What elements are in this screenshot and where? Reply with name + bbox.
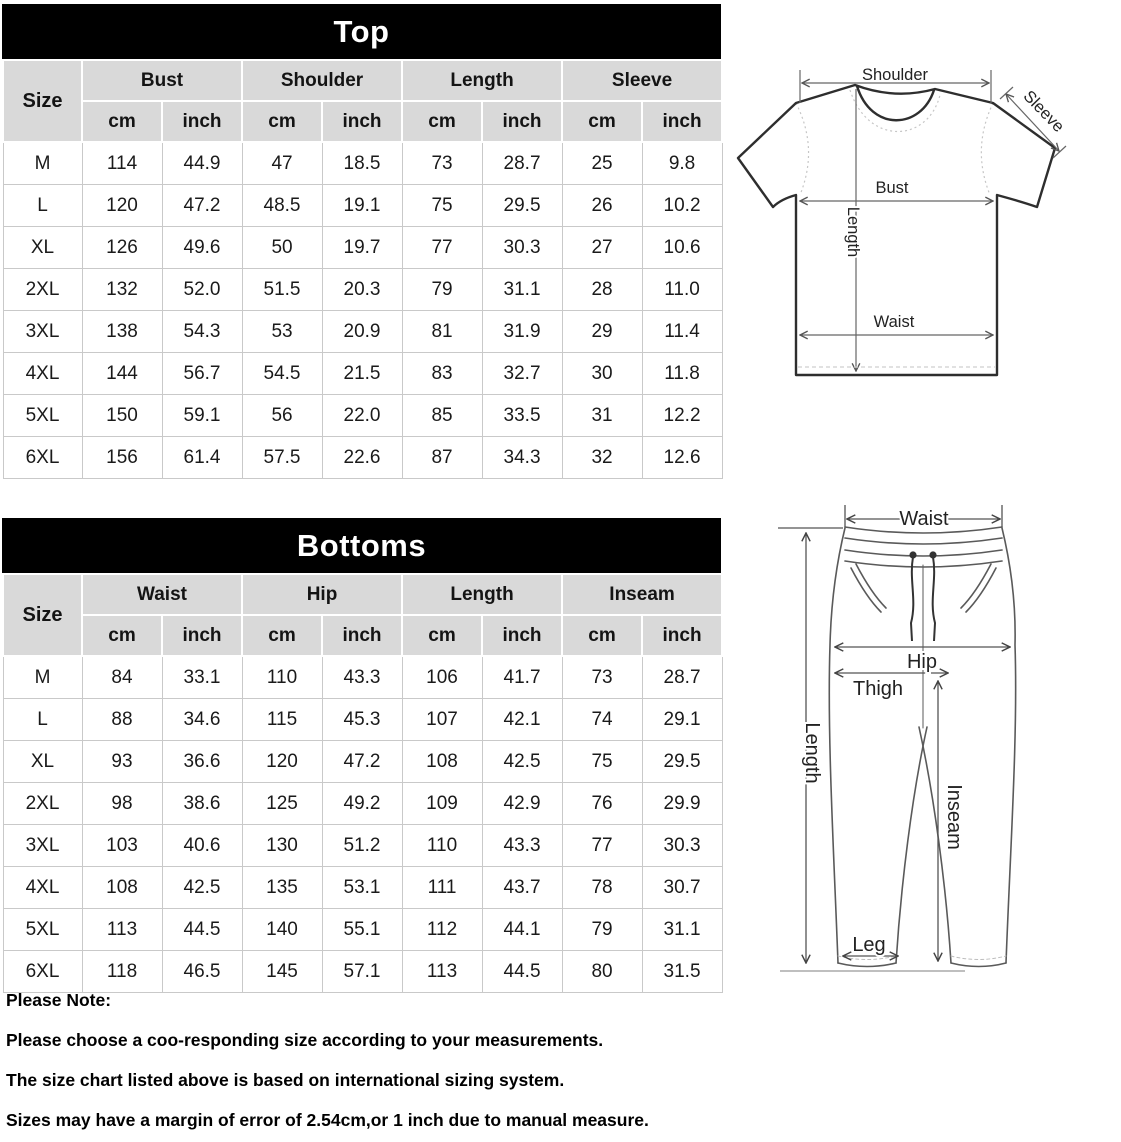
size-cell: 3XL [3,311,82,353]
value-cell: 31.9 [482,311,562,353]
value-cell: 43.7 [482,867,562,909]
size-cell: 5XL [3,909,82,951]
value-cell: 12.2 [642,395,722,437]
pants-outline [829,527,1015,967]
value-cell: 120 [82,185,162,227]
value-cell: 30.3 [482,227,562,269]
value-cell: 59.1 [162,395,242,437]
value-cell: 32 [562,437,642,479]
value-cell: 114 [82,142,162,185]
size-cell: 4XL [3,353,82,395]
value-cell: 79 [562,909,642,951]
value-cell: 42.5 [162,867,242,909]
value-cell: 9.8 [642,142,722,185]
table-row [3,867,722,909]
table-row [3,699,722,741]
value-cell: 25 [562,142,642,185]
value-cell: 130 [242,825,322,867]
size-cell: 6XL [3,437,82,479]
value-cell: 11.0 [642,269,722,311]
note-line: Sizes may have a margin of error of 2.54cm,or 1 inch due to manual measure. [6,1109,649,1130]
value-cell: 81 [402,311,482,353]
value-cell: 45.3 [322,699,402,741]
value-cell: 22.6 [322,437,402,479]
unit-header: inch [162,615,242,656]
value-cell: 18.5 [322,142,402,185]
value-cell: 36.6 [162,741,242,783]
notes-title: Please Note: [6,989,112,1010]
unit-header: cm [242,101,322,142]
top-size-table [2,59,723,479]
value-cell: 27 [562,227,642,269]
value-cell: 112 [402,909,482,951]
size-column-header: Size [3,574,82,656]
unit-header: cm [562,615,642,656]
value-cell: 41.7 [482,656,562,699]
unit-header: inch [322,615,402,656]
value-cell: 80 [562,951,642,993]
value-cell: 53 [242,311,322,353]
table-row [3,825,722,867]
value-cell: 19.7 [322,227,402,269]
pants-hip-label: Hip [906,651,938,673]
value-cell: 47.2 [162,185,242,227]
unit-header: inch [642,101,722,142]
value-cell: 44.1 [482,909,562,951]
value-cell: 98 [82,783,162,825]
value-cell: 12.6 [642,437,722,479]
value-cell: 46.5 [162,951,242,993]
value-cell: 83 [402,353,482,395]
value-cell: 20.3 [322,269,402,311]
table-row [3,395,722,437]
tshirt-outline [738,85,1055,375]
table-row [3,783,722,825]
value-cell: 74 [562,699,642,741]
value-cell: 28.7 [642,656,722,699]
pants-length-label: Length [801,722,823,784]
value-cell: 48.5 [242,185,322,227]
value-cell: 20.9 [322,311,402,353]
unit-header: cm [82,615,162,656]
value-cell: 47.2 [322,741,402,783]
value-cell: 28 [562,269,642,311]
group-header: Bust [82,60,242,101]
value-cell: 54.3 [162,311,242,353]
value-cell: 107 [402,699,482,741]
group-header: Shoulder [242,60,402,101]
value-cell: 111 [402,867,482,909]
notes-block [6,980,766,1140]
pants-measure-diagram [750,495,1080,995]
value-cell: 57.5 [242,437,322,479]
group-header: Length [402,574,562,615]
size-cell: 4XL [3,867,82,909]
pants-waist-label: Waist [899,508,949,530]
value-cell: 50 [242,227,322,269]
value-cell: 34.3 [482,437,562,479]
value-cell: 125 [242,783,322,825]
value-cell: 29.5 [482,185,562,227]
table-row [3,353,722,395]
group-header: Waist [82,574,242,615]
table-row [3,142,722,185]
value-cell: 44.5 [162,909,242,951]
size-column-header: Size [3,60,82,142]
group-header: Hip [242,574,402,615]
value-cell: 44.9 [162,142,242,185]
note-line: The size chart listed above is based on international sizing system. [6,1069,565,1090]
value-cell: 29.1 [642,699,722,741]
unit-header: cm [402,615,482,656]
value-cell: 42.1 [482,699,562,741]
value-cell: 120 [242,741,322,783]
value-cell: 150 [82,395,162,437]
value-cell: 113 [82,909,162,951]
pants-leg-label: Leg [852,934,886,956]
value-cell: 93 [82,741,162,783]
value-cell: 87 [402,437,482,479]
value-cell: 21.5 [322,353,402,395]
shirt-length-label: Length [844,206,862,258]
value-cell: 29.9 [642,783,722,825]
value-cell: 56 [242,395,322,437]
size-cell: L [3,699,82,741]
value-cell: 32.7 [482,353,562,395]
value-cell: 31.1 [642,909,722,951]
value-cell: 43.3 [322,656,402,699]
value-cell: 40.6 [162,825,242,867]
unit-header: inch [482,101,562,142]
table-row [3,656,722,699]
value-cell: 43.3 [482,825,562,867]
tshirt-measure-diagram [720,40,1080,385]
value-cell: 28.7 [482,142,562,185]
value-cell: 73 [562,656,642,699]
shirt-sleeve-label: Sleeve [1019,87,1068,136]
bottoms-table-title: Bottoms [2,518,721,573]
value-cell: 113 [402,951,482,993]
value-cell: 31 [562,395,642,437]
value-cell: 30.7 [642,867,722,909]
size-cell: M [3,142,82,185]
shirt-waist-label: Waist [873,313,915,331]
value-cell: 11.4 [642,311,722,353]
unit-header: cm [402,101,482,142]
unit-header: inch [322,101,402,142]
unit-header: inch [482,615,562,656]
value-cell: 110 [402,825,482,867]
value-cell: 47 [242,142,322,185]
size-cell: 3XL [3,825,82,867]
value-cell: 140 [242,909,322,951]
value-cell: 19.1 [322,185,402,227]
value-cell: 106 [402,656,482,699]
unit-header: inch [162,101,242,142]
value-cell: 30 [562,353,642,395]
value-cell: 109 [402,783,482,825]
value-cell: 56.7 [162,353,242,395]
top-table-block [2,4,721,479]
value-cell: 156 [82,437,162,479]
value-cell: 42.5 [482,741,562,783]
shirt-bust-label: Bust [875,179,909,197]
value-cell: 75 [402,185,482,227]
value-cell: 26 [562,185,642,227]
value-cell: 33.1 [162,656,242,699]
value-cell: 10.6 [642,227,722,269]
value-cell: 78 [562,867,642,909]
value-cell: 49.6 [162,227,242,269]
size-cell: 6XL [3,951,82,993]
value-cell: 61.4 [162,437,242,479]
value-cell: 110 [242,656,322,699]
value-cell: 73 [402,142,482,185]
size-cell: 5XL [3,395,82,437]
value-cell: 115 [242,699,322,741]
table-row [3,741,722,783]
value-cell: 144 [82,353,162,395]
value-cell: 38.6 [162,783,242,825]
value-cell: 42.9 [482,783,562,825]
unit-header: cm [82,101,162,142]
value-cell: 108 [82,867,162,909]
table-row [3,909,722,951]
bottoms-table-block [2,518,721,993]
value-cell: 77 [402,227,482,269]
tshirt-measure-lines [798,70,1066,371]
value-cell: 51.5 [242,269,322,311]
value-cell: 44.5 [482,951,562,993]
unit-header: cm [242,615,322,656]
value-cell: 88 [82,699,162,741]
value-cell: 76 [562,783,642,825]
size-cell: 2XL [3,783,82,825]
value-cell: 132 [82,269,162,311]
size-cell: XL [3,227,82,269]
value-cell: 84 [82,656,162,699]
table-row [3,311,722,353]
value-cell: 30.3 [642,825,722,867]
shirt-shoulder-label: Shoulder [861,66,929,84]
group-header: Inseam [562,574,722,615]
size-cell: XL [3,741,82,783]
value-cell: 57.1 [322,951,402,993]
value-cell: 77 [562,825,642,867]
size-cell: 2XL [3,269,82,311]
value-cell: 52.0 [162,269,242,311]
value-cell: 49.2 [322,783,402,825]
value-cell: 29.5 [642,741,722,783]
value-cell: 138 [82,311,162,353]
value-cell: 55.1 [322,909,402,951]
value-cell: 51.2 [322,825,402,867]
value-cell: 135 [242,867,322,909]
value-cell: 85 [402,395,482,437]
size-cell: L [3,185,82,227]
value-cell: 31.5 [642,951,722,993]
value-cell: 33.5 [482,395,562,437]
value-cell: 103 [82,825,162,867]
value-cell: 145 [242,951,322,993]
value-cell: 53.1 [322,867,402,909]
pants-thigh-label: Thigh [852,678,904,700]
value-cell: 34.6 [162,699,242,741]
unit-header: inch [642,615,722,656]
table-row [3,227,722,269]
value-cell: 75 [562,741,642,783]
value-cell: 31.1 [482,269,562,311]
note-line: Please choose a coo-responding size according to your measurements. [6,1029,604,1050]
unit-header: cm [562,101,642,142]
table-row [3,185,722,227]
tables-column [2,4,721,993]
table-row [3,269,722,311]
value-cell: 108 [402,741,482,783]
top-table-title: Top [2,4,721,59]
value-cell: 22.0 [322,395,402,437]
group-header: Sleeve [562,60,722,101]
size-cell: M [3,656,82,699]
bottoms-size-table [2,573,723,993]
table-row [3,437,722,479]
value-cell: 10.2 [642,185,722,227]
pants-inseam-label: Inseam [943,784,965,850]
value-cell: 79 [402,269,482,311]
value-cell: 54.5 [242,353,322,395]
value-cell: 118 [82,951,162,993]
value-cell: 126 [82,227,162,269]
group-header: Length [402,60,562,101]
value-cell: 11.8 [642,353,722,395]
value-cell: 29 [562,311,642,353]
